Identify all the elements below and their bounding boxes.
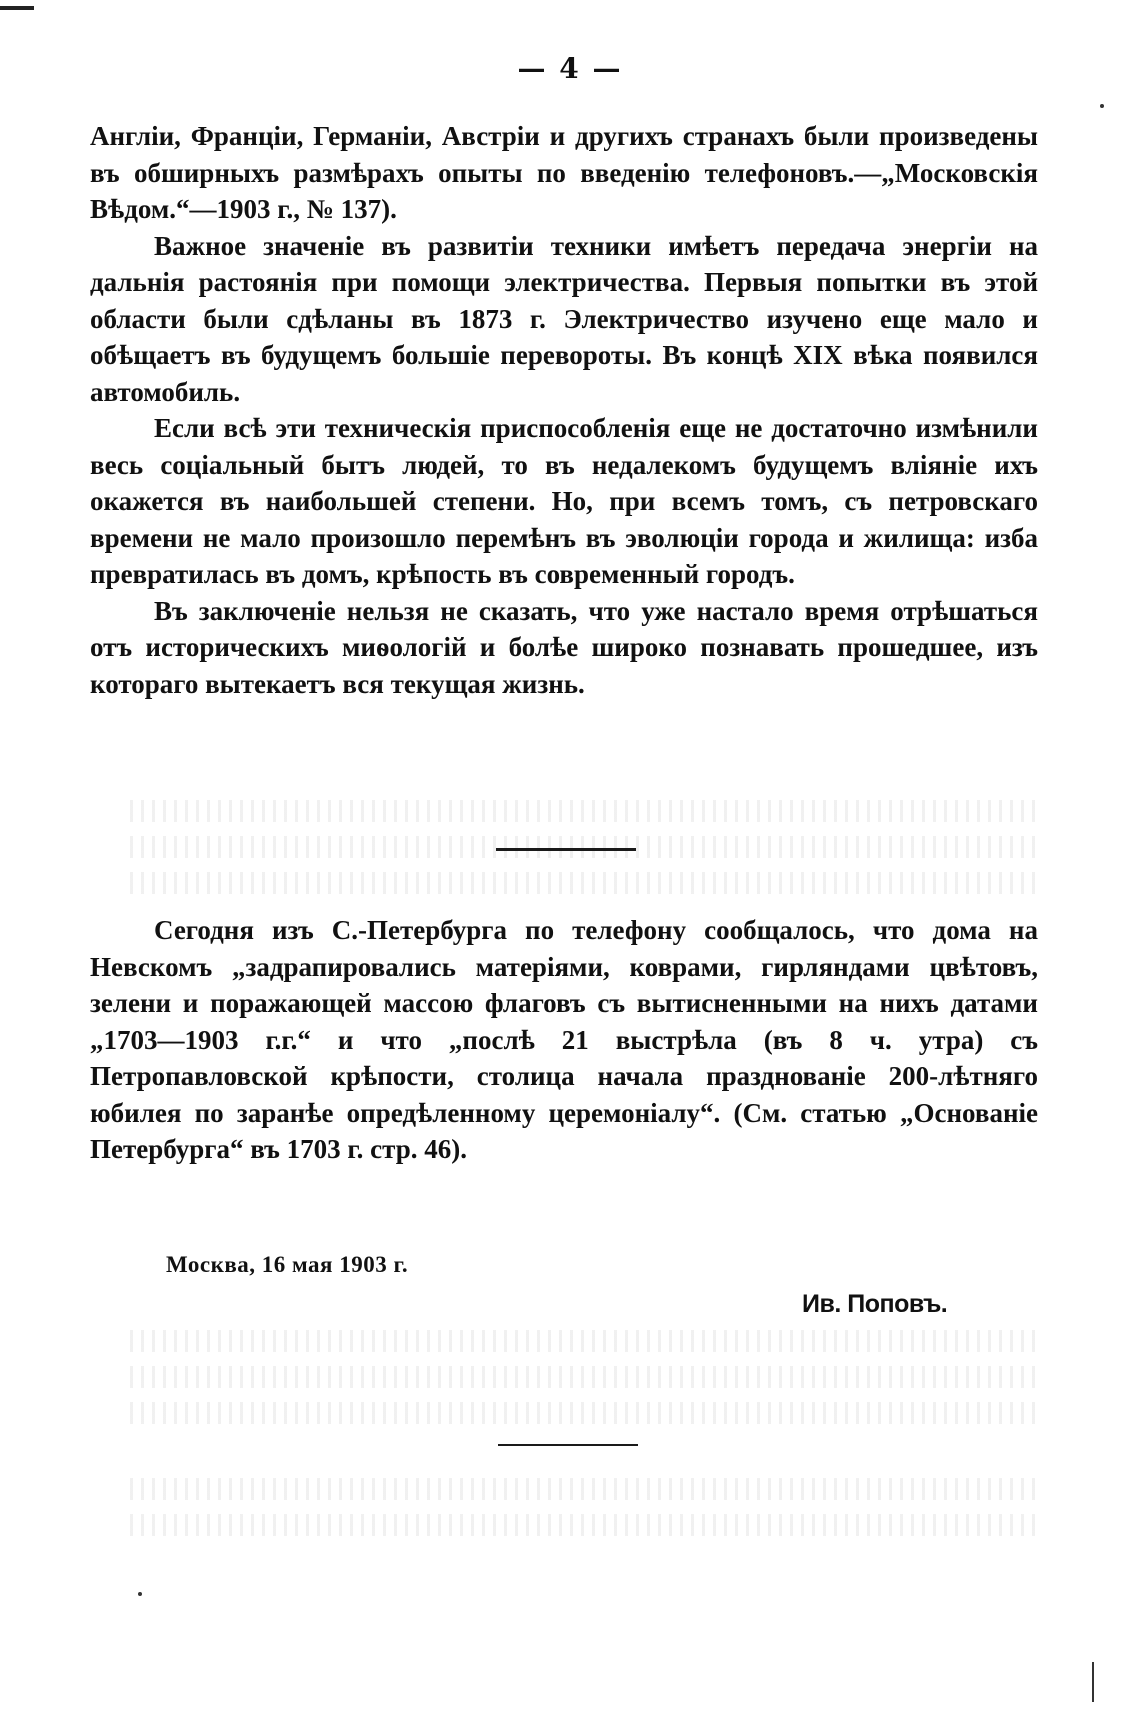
bleed-through-texture <box>130 1330 1040 1352</box>
paragraph-electricity: Важное значеніе въ развитіи техники имѣетъ передача энергіи на дальнія растоянія при помощи электричества. Первыя попытки въ этой области были сдѣланы въ 1873 г. Электричество изучено еще мало и обѣщаетъ въ будущемъ большіе перевороты. Въ концѣ XIX вѣка появился автомобиль. <box>90 230 1038 407</box>
bleed-through-texture <box>130 872 1040 894</box>
bleed-through-texture <box>130 836 1040 858</box>
paragraph-social-life: Если всѣ эти техническія приспособленія еще не достаточно измѣнили весь соціальный бытъ людей, то въ недалекомъ будущемъ вліяніе ихъ окажется въ наибольшей степени. Но, при всемъ томъ, съ петровскаго времени не мало произошло перемѣнъ въ эволюціи города и жилища: изба превратилась въ домъ, крѣпость въ современный городъ. <box>90 413 1038 589</box>
bleed-through-texture <box>130 800 1040 822</box>
paragraph-telephones: Англіи, Франціи, Германіи, Австріи и другихъ странахъ были произведены въ обширныхъ размѣрахъ опыты по введенію телефоновъ.—„Московскія Вѣдом.“—1903 г., № 137). <box>90 121 1038 224</box>
page-number: — 4 — <box>517 52 623 85</box>
paragraph-conclusion: Въ заключеніе нельзя не сказать, что уже настало время отрѣшаться отъ историческихъ миѳологій и болѣе широко познавать прошедшее, изъ котораго вытекаетъ вся текущая жизнь. <box>90 595 1038 699</box>
scan-speck <box>138 1592 142 1596</box>
paragraph-petersburg-news: Сегодня изъ С.-Петербурга по телефону сообщалось, что дома на Невскомъ „задрапировались матеріями, коврами, гирляндами цвѣтовъ, зелени и поражающей массою флаговъ съ вытисненными на нихъ датами „1703—1903 г.г.“ и что „послѣ 21 выстрѣла (въ 8 ч. утра) съ Петропавловской крѣпости, столица начала празднованіе 200-лѣтняго юбилея по заранѣе опредѣленному церемоніалу“. (См. статью „Основаніе Петербурга“ въ 1703 г. стр. 46). <box>90 915 1038 1164</box>
scan-speck <box>1100 104 1104 108</box>
place-and-date: Москва, 16 мая 1903 г. <box>166 1252 409 1277</box>
main-text-block <box>90 118 1038 702</box>
bleed-through-texture <box>130 1514 1040 1536</box>
author-signature: Ив. Поповъ. <box>802 1290 948 1318</box>
bleed-through-texture <box>130 1478 1040 1500</box>
footnote-divider <box>498 1444 638 1446</box>
news-text-block <box>90 912 1038 1168</box>
bleed-through-texture <box>130 1402 1040 1424</box>
bleed-through-texture <box>130 1366 1040 1388</box>
section-divider <box>496 848 636 851</box>
scan-speck <box>1092 1662 1094 1702</box>
scan-edge-mark <box>0 6 34 10</box>
